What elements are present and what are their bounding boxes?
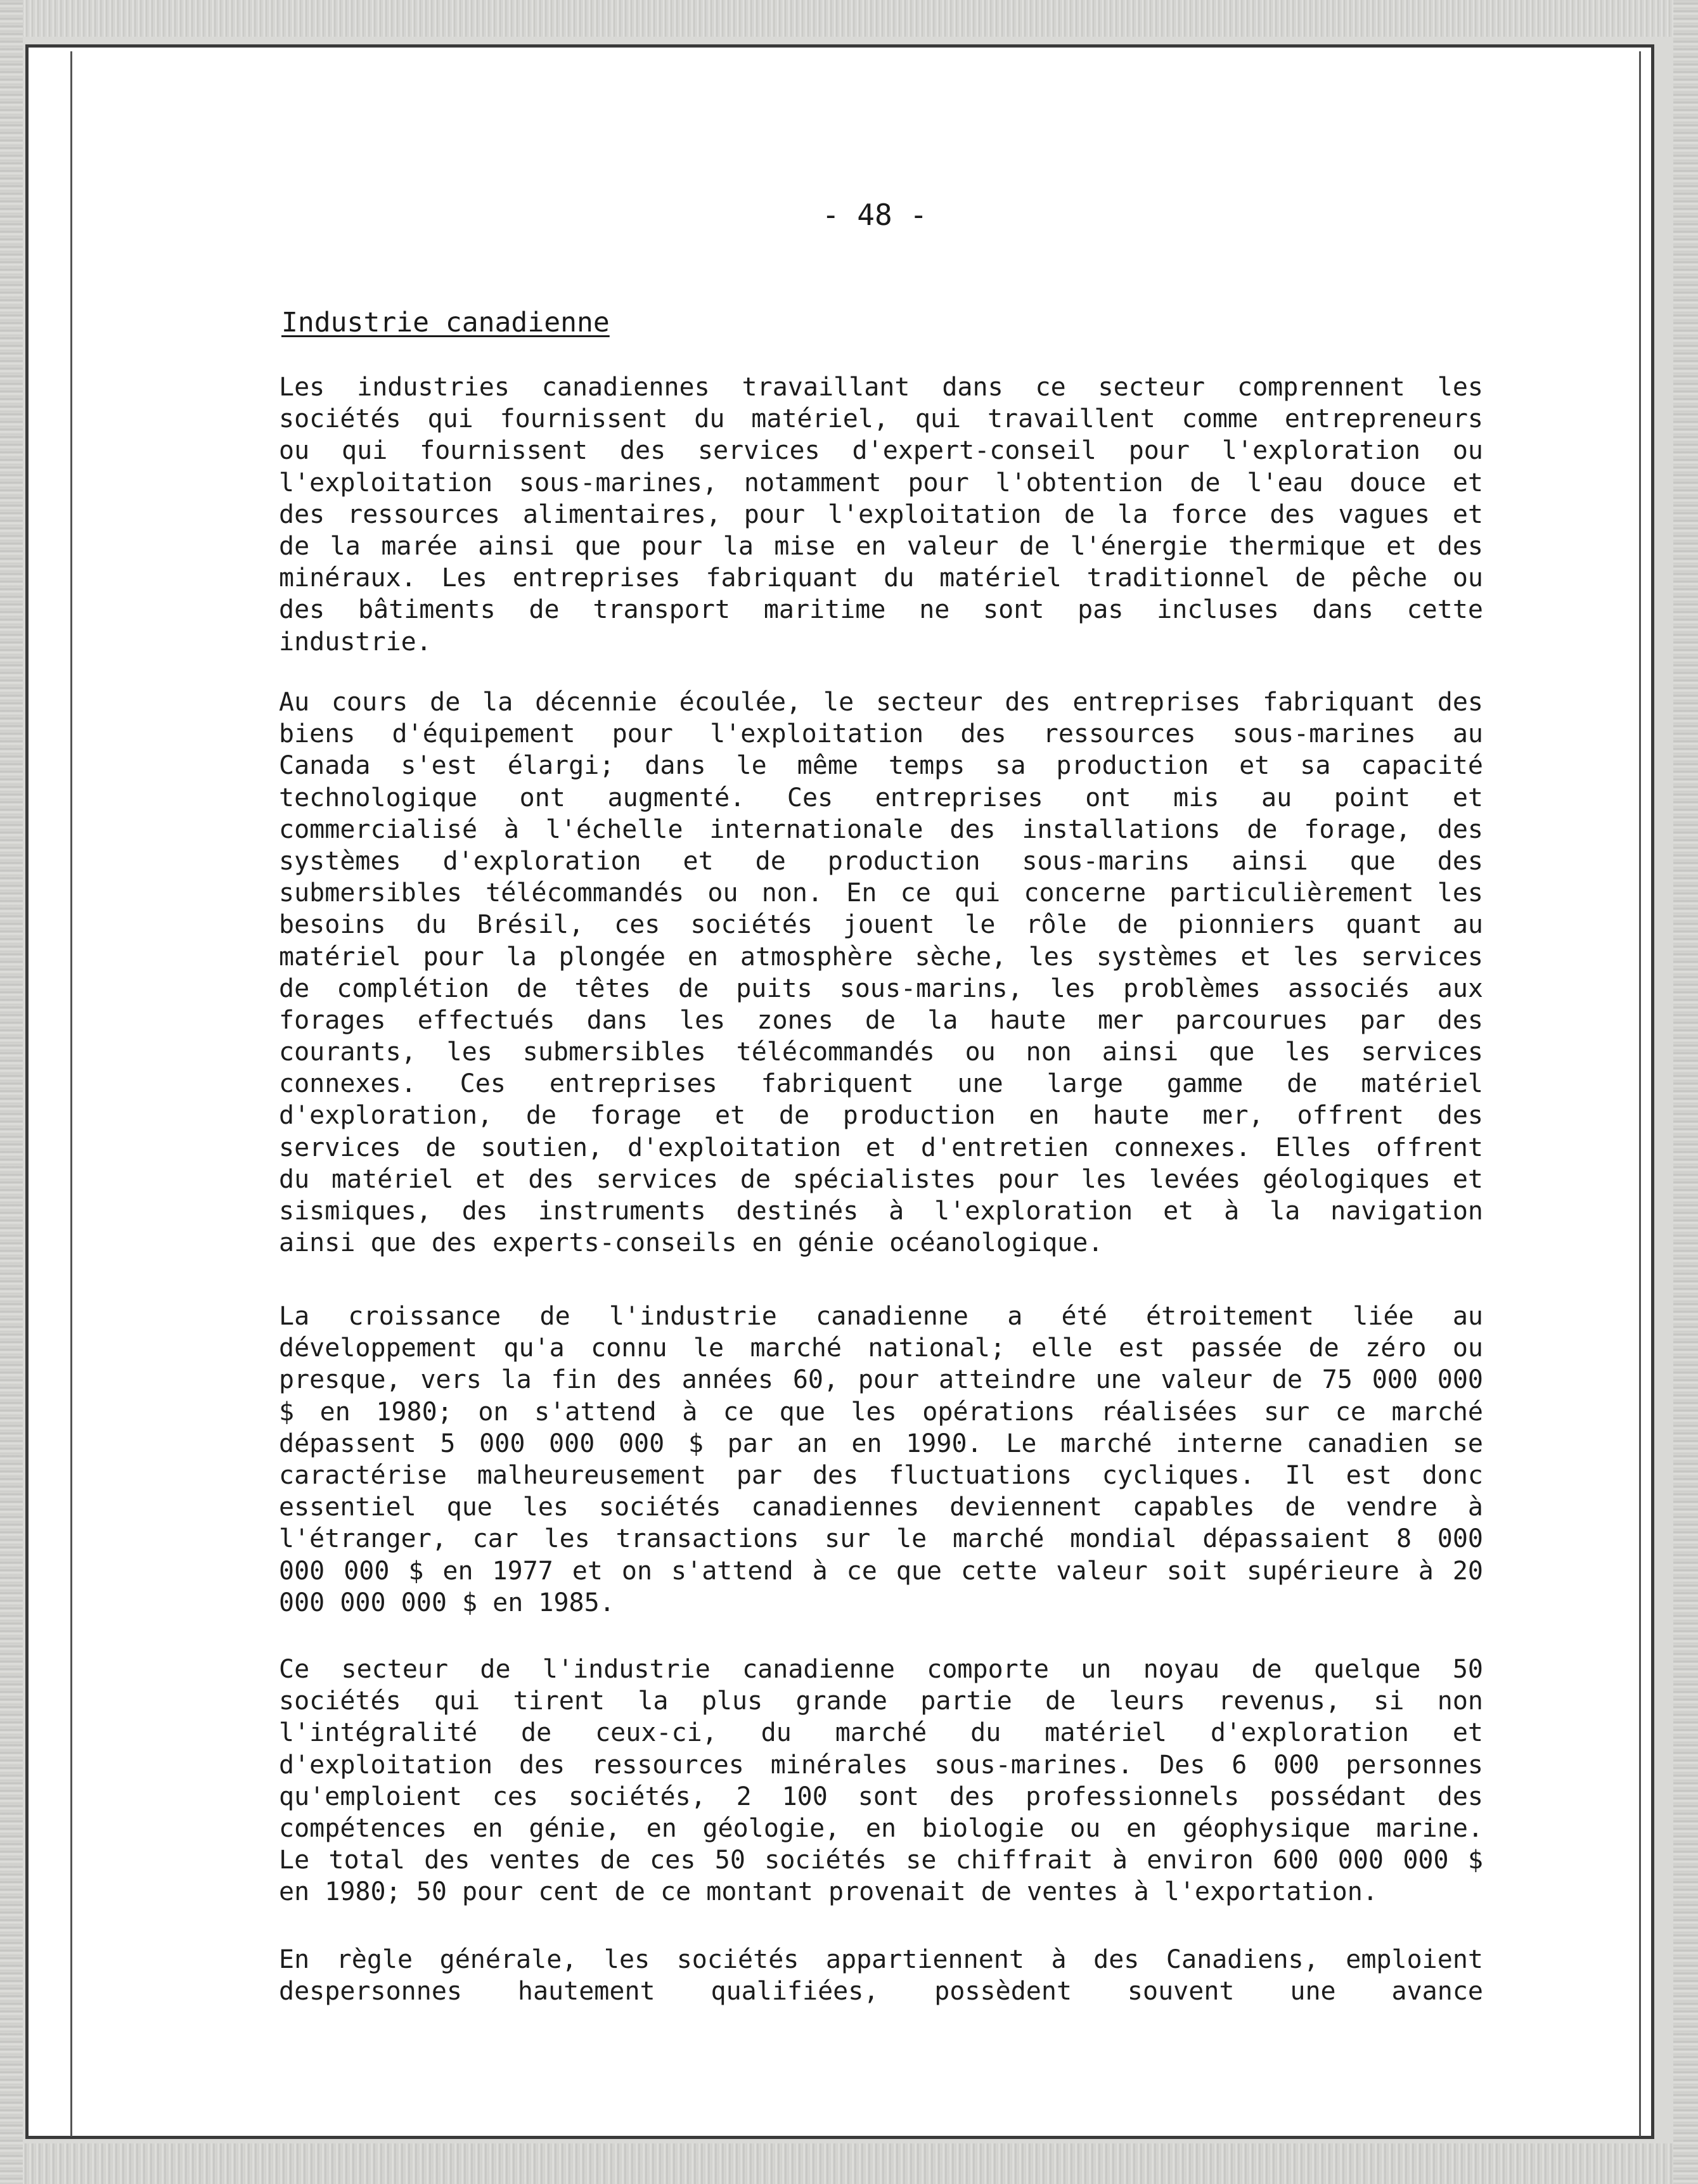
scan-edge-left [0,0,23,2184]
text-line: d'exploration, de forage et de production en haute mer, offrent des [279,1101,1483,1131]
text-line: de la marée ainsi que pour la mise en valeur de l'énergie thermique et des [279,531,1483,561]
text-line: despersonnes hautement qualifiées, possèdent souvent une avance [279,1977,1483,2007]
text-line: l'intégralité de ceux-ci, du marché du matériel d'exploration et [279,1718,1483,1748]
text-line: sociétés qui fournissent du matériel, qui travaillent comme entrepreneurs [279,404,1483,434]
text-line: de complétion de têtes de puits sous-marins, les problèmes associés aux [279,973,1483,1003]
text-line: $ en 1980; on s'attend à ce que les opérations réalisées sur ce marché [279,1397,1483,1427]
text-line: ou qui fournissent des services d'expert-conseil pour l'exploration ou [279,436,1483,466]
text-line: Le total des ventes de ces 50 sociétés se chiffrait à environ 600 000 000 $ [279,1846,1483,1875]
text-line: Les industries canadiennes travaillant dans ce secteur comprennent les [279,373,1483,402]
text-line: en 1980; 50 pour cent de ce montant provenait de ventes à l'exportation. [279,1877,1378,1907]
text-line: industrie. [279,627,432,657]
text-line: 000 000 $ en 1977 et on s'attend à ce que cette valeur soit supérieure à 20 [279,1556,1483,1586]
text-line: matériel pour la plongée en atmosphère sèche, les systèmes et les services [279,942,1483,972]
text-line: La croissance de l'industrie canadienne a été étroitement liée au [279,1302,1483,1331]
text-line: connexes. Ces entreprises fabriquent une large gamme de matériel [279,1069,1483,1099]
text-line: du matériel et des services de spécialistes pour les levées géologiques et [279,1164,1483,1194]
text-line: forages effectués dans les zones de la haute mer parcourues par des [279,1005,1483,1035]
paragraph-regle-generale [279,1944,1483,2007]
text-line: d'exploitation des ressources minérales sous-marines. Des 6 000 personnes [279,1750,1483,1780]
text-line: l'étranger, car les transactions sur le marché mondial dépassaient 8 000 [279,1524,1483,1554]
text-line: Au cours de la décennie écoulée, le secteur des entreprises fabriquant des [279,688,1483,717]
text-line: caractérise malheureusement par des fluctuations cycliques. Il est donc [279,1460,1483,1490]
text-line: des bâtiments de transport maritime ne sont pas incluses dans cette [279,595,1483,625]
scan-edge-top [0,0,1698,37]
text-line: ainsi que des experts-conseils en génie océanologique. [279,1228,1103,1258]
text-line: besoins du Brésil, ces sociétés jouent le rôle de pionniers quant au [279,910,1483,940]
scan-edge-right [1673,0,1698,2184]
paragraph-industries [279,371,1483,658]
section-heading: Industrie canadienne [281,307,610,338]
text-line: En règle générale, les sociétés appartiennent à des Canadiens, emploient [279,1945,1483,1974]
text-line: submersibles télécommandés ou non. En ce qui concerne particulièrement les [279,878,1483,908]
text-line: développement qu'a connu le marché national; elle est passée de zéro ou [279,1333,1483,1363]
text-line: Ce secteur de l'industrie canadienne comporte un noyau de quelque 50 [279,1655,1483,1684]
text-line: dépassent 5 000 000 000 $ par an en 1990. Le marché interne canadien se [279,1429,1483,1458]
paragraph-croissance [279,1301,1483,1619]
text-line: compétences en génie, en géologie, en biologie ou en géophysique marine. [279,1813,1483,1843]
scan-edge-bottom [0,2143,1698,2184]
paragraph-secteur [279,1654,1483,1908]
text-line: systèmes d'exploration et de production sous-marins ainsi que des [279,846,1483,876]
text-line: 000 000 000 $ en 1985. [279,1588,615,1617]
text-line: courants, les submersibles télécommandés ou non ainsi que les services [279,1037,1483,1067]
paragraph-decennie [279,686,1483,1259]
text-line: biens d'équipement pour l'exploitation des ressources sous-marines au [279,719,1483,749]
text-line: l'exploitation sous-marines, notamment pour l'obtention de l'eau douce et [279,468,1483,498]
text-line: presque, vers la fin des années 60, pour atteindre une valeur de 75 000 000 [279,1365,1483,1395]
text-line: services de soutien, d'exploitation et d'entretien connexes. Elles offrent [279,1133,1483,1162]
text-line: des ressources alimentaires, pour l'exploitation de la force des vagues et [279,499,1483,529]
text-line: minéraux. Les entreprises fabriquant du matériel traditionnel de pêche ou [279,563,1483,593]
text-line: sismiques, des instruments destinés à l'exploration et à la navigation [279,1197,1483,1226]
text-line: essentiel que les sociétés canadiennes deviennent capables de vendre à [279,1493,1483,1522]
page-number: - 48 - [821,198,928,232]
text-line: Canada s'est élargi; dans le même temps sa production et sa capacité [279,751,1483,781]
text-line: technologique ont augmenté. Ces entreprises ont mis au point et [279,783,1483,813]
text-line: qu'emploient ces sociétés, 2 100 sont des professionnels possédant des [279,1782,1483,1811]
text-line: sociétés qui tirent la plus grande partie de leurs revenus, si non [279,1686,1483,1716]
text-line: commercialisé à l'échelle internationale des installations de forage, des [279,814,1483,844]
